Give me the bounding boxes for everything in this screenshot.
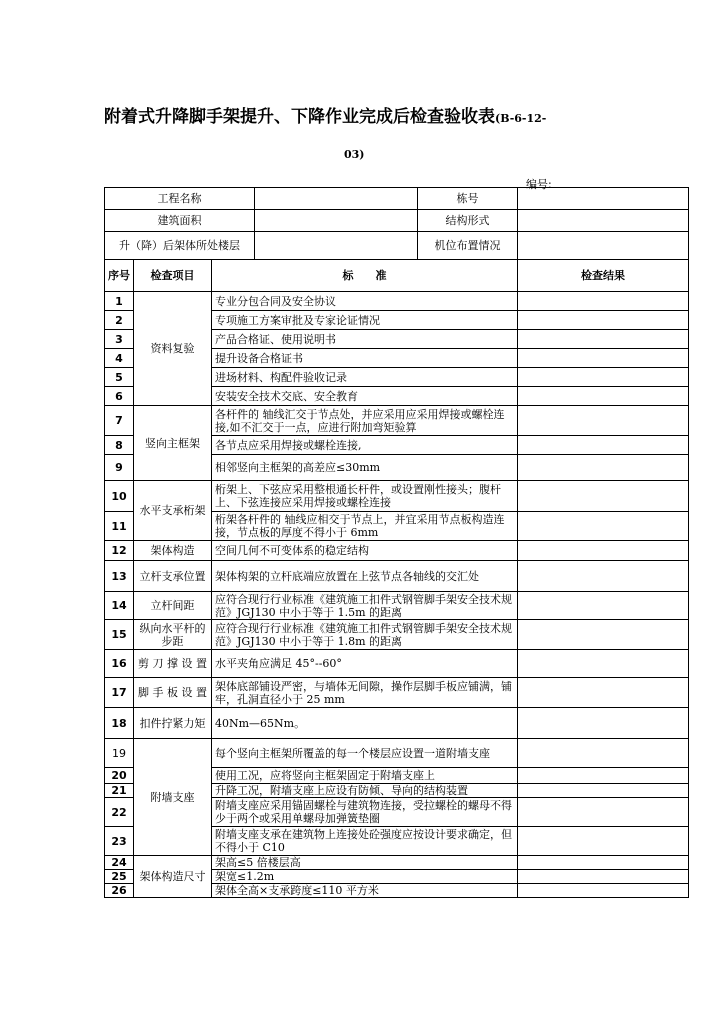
- standard-text: 使用工况，应将竖向主框架固定于附墙支座上: [212, 768, 518, 784]
- standard-text: 空间几何不可变体系的稳定结构: [212, 541, 518, 561]
- row-number: 20: [105, 768, 134, 784]
- standard-text: 进场材料、构配件验收记录: [212, 368, 518, 387]
- standard-text: 产品合格证、使用说明书: [212, 330, 518, 349]
- group-label: 架体构造: [134, 541, 212, 561]
- result-cell[interactable]: [518, 541, 689, 561]
- table-row: [105, 292, 689, 311]
- standard-text: 架宽≤1.2m: [212, 870, 518, 884]
- standard-text: 水平夹角应满足 45°--60°: [212, 650, 518, 678]
- row-number: 7: [105, 406, 134, 436]
- project-name-label: 工程名称: [105, 188, 255, 210]
- table-row: [105, 541, 689, 561]
- standard-text: 附墙支座应采用锚固螺栓与建筑物连接，受拉螺栓的螺母不得少于两个或采用单螺母加弹簧垫圈: [212, 798, 518, 827]
- building-area-value[interactable]: [255, 210, 418, 232]
- standard-text: 40Nm—65Nm。: [212, 708, 518, 739]
- title-text: 附着式升降脚手架提升、下降作业完成后检查验收表: [104, 107, 495, 127]
- result-cell[interactable]: [518, 292, 689, 311]
- row-number: 11: [105, 512, 134, 541]
- group-label: 扣件拧紧力矩: [134, 708, 212, 739]
- seq-header: 序号: [105, 260, 134, 292]
- building-no-label: 栋号: [418, 188, 518, 210]
- info-row-1: [105, 188, 689, 210]
- result-cell[interactable]: [518, 678, 689, 708]
- result-cell[interactable]: [518, 561, 689, 592]
- standard-text: 各节点应采用焊接或螺栓连接,: [212, 436, 518, 455]
- standard-text: 应符合现行行业标准《建筑施工扣件式钢管脚手架安全技术规范》JGJ130 中小于等于 1.8m 的距离: [212, 620, 518, 650]
- row-number: 8: [105, 436, 134, 455]
- standard-text: 相邻竖向主框架的高差应≤30mm: [212, 455, 518, 481]
- table-row: [105, 620, 689, 650]
- form-code-part1: (B-6-12-: [495, 112, 547, 125]
- row-number: 26: [105, 884, 134, 898]
- column-header-row: [105, 260, 689, 292]
- group-label: 架体构造尺寸: [134, 856, 212, 898]
- group-label: 剪 刀 撑 设 置: [134, 650, 212, 678]
- table-row: [105, 481, 689, 512]
- result-cell[interactable]: [518, 330, 689, 349]
- result-header: 检查结果: [518, 260, 689, 292]
- table-row: [105, 650, 689, 678]
- standard-text: 升降工况，附墙支座上应设有防倾、导向的结构装置: [212, 784, 518, 798]
- group-label: 纵向水平杆的步距: [134, 620, 212, 650]
- floor-label: 升（降）后架体所处楼层: [105, 232, 255, 260]
- result-cell[interactable]: [518, 827, 689, 856]
- group-label: 水平支承桁架: [134, 481, 212, 541]
- row-number: 23: [105, 827, 134, 856]
- row-number: 10: [105, 481, 134, 512]
- result-cell[interactable]: [518, 708, 689, 739]
- group-label: 资料复验: [134, 292, 212, 406]
- result-cell[interactable]: [518, 592, 689, 620]
- result-cell[interactable]: [518, 349, 689, 368]
- result-cell[interactable]: [518, 311, 689, 330]
- group-label: 附墙支座: [134, 739, 212, 856]
- table-row: [105, 856, 689, 870]
- result-cell[interactable]: [518, 856, 689, 870]
- result-cell[interactable]: [518, 406, 689, 436]
- row-number: 19: [105, 739, 134, 768]
- row-number: 14: [105, 592, 134, 620]
- result-cell[interactable]: [518, 768, 689, 784]
- standard-text: 安装安全技术交底、安全教育: [212, 387, 518, 406]
- structure-type-label: 结构形式: [418, 210, 518, 232]
- result-cell[interactable]: [518, 884, 689, 898]
- standard-text: 每个竖向主框架所覆盖的每一个楼层应设置一道附墙支座: [212, 739, 518, 768]
- row-number: 6: [105, 387, 134, 406]
- result-cell[interactable]: [518, 650, 689, 678]
- row-number: 25: [105, 870, 134, 884]
- standard-text: 专项施工方案审批及专家论证情况: [212, 311, 518, 330]
- standard-text: 架体底部铺设严密，与墙体无间隙，操作层脚手板应铺满，铺牢，孔洞直径小于 25 mm: [212, 678, 518, 708]
- row-number: 17: [105, 678, 134, 708]
- table-row: [105, 561, 689, 592]
- group-label: 立杆间距: [134, 592, 212, 620]
- info-row-2: [105, 210, 689, 232]
- row-number: 15: [105, 620, 134, 650]
- row-number: 16: [105, 650, 134, 678]
- row-number: 21: [105, 784, 134, 798]
- table-row: [105, 739, 689, 768]
- standard-text: 提升设备合格证书: [212, 349, 518, 368]
- row-number: 1: [105, 292, 134, 311]
- form-code-part2: 03): [344, 148, 365, 161]
- standard-text: 应符合现行行业标准《建筑施工扣件式钢管脚手架安全技术规范》JGJ130 中小于等于 1.5m 的距离: [212, 592, 518, 620]
- standard-text: 桁架上、下弦应采用整根通长杆件，或设置刚性接头；腹杆上、下弦连接应采用焊接或螺栓连接: [212, 481, 518, 512]
- result-cell[interactable]: [518, 620, 689, 650]
- table-row: [105, 406, 689, 436]
- row-number: 2: [105, 311, 134, 330]
- row-number: 3: [105, 330, 134, 349]
- table-row: [105, 678, 689, 708]
- result-cell[interactable]: [518, 739, 689, 768]
- standard-text: 附墙支座支承在建筑物上连接处砼强度应按设计要求确定，但不得小于 C10: [212, 827, 518, 856]
- info-row-3: [105, 232, 689, 260]
- group-label: 立杆支承位置: [134, 561, 212, 592]
- table-row: [105, 592, 689, 620]
- row-number: 9: [105, 455, 134, 481]
- row-number: 18: [105, 708, 134, 739]
- result-cell[interactable]: [518, 512, 689, 541]
- standard-text: 各杆件的 轴线汇交于节点处，并应采用应采用焊接或螺栓连接,如不汇交于一点，应进行附加弯矩验算: [212, 406, 518, 436]
- project-name-value[interactable]: [255, 188, 418, 210]
- standard-text: 架体构架的立杆底端应放置在上弦节点各轴线的交汇处: [212, 561, 518, 592]
- standard-text: 专业分包合同及安全协议: [212, 292, 518, 311]
- result-cell[interactable]: [518, 798, 689, 827]
- standard-text: 架高≤5 倍楼层高: [212, 856, 518, 870]
- standard-header: 标 准: [212, 260, 518, 292]
- table-row: [105, 708, 689, 739]
- structure-type-value[interactable]: [518, 210, 689, 232]
- result-cell[interactable]: [518, 481, 689, 512]
- item-header: 检查项目: [134, 260, 212, 292]
- result-cell[interactable]: [518, 455, 689, 481]
- group-label: 竖向主框架: [134, 406, 212, 481]
- result-cell[interactable]: [518, 387, 689, 406]
- row-number: 5: [105, 368, 134, 387]
- row-number: 13: [105, 561, 134, 592]
- standard-text: 桁架各杆件的 轴线应相交于节点上，并宜采用节点板构造连接，节点板的厚度不得小于 6mm: [212, 512, 518, 541]
- result-cell[interactable]: [518, 784, 689, 798]
- row-number: 12: [105, 541, 134, 561]
- row-number: 4: [105, 349, 134, 368]
- serial-number-label: 编号:: [526, 178, 552, 191]
- position-value[interactable]: [518, 232, 689, 260]
- result-cell[interactable]: [518, 368, 689, 387]
- form-title: [104, 106, 644, 130]
- group-label: 脚 手 板 设 置: [134, 678, 212, 708]
- inspection-table: [104, 187, 689, 898]
- building-area-label: 建筑面积: [105, 210, 255, 232]
- row-number: 24: [105, 856, 134, 870]
- position-label: 机位布置情况: [418, 232, 518, 260]
- building-no-value[interactable]: [518, 188, 689, 210]
- result-cell[interactable]: [518, 436, 689, 455]
- standard-text: 架体全高×支承跨度≤110 平方米: [212, 884, 518, 898]
- floor-value[interactable]: [255, 232, 418, 260]
- result-cell[interactable]: [518, 870, 689, 884]
- row-number: 22: [105, 798, 134, 827]
